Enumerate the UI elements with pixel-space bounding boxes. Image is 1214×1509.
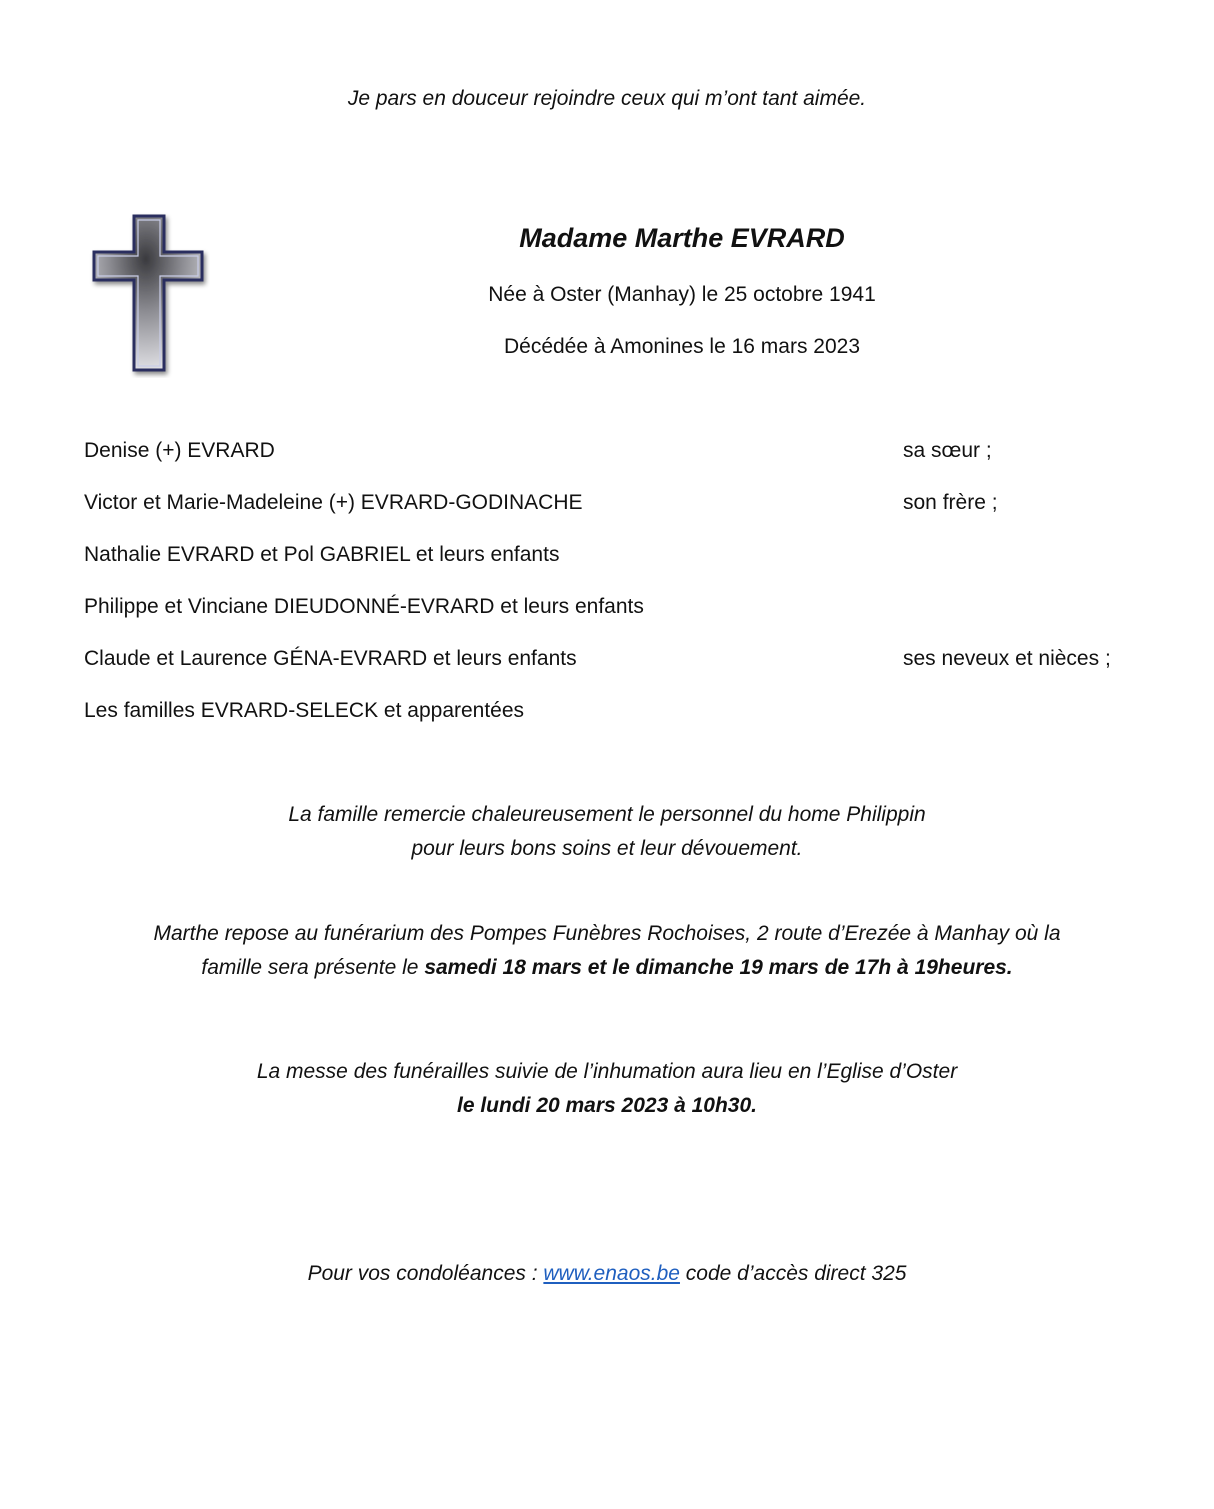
mass-line-1: La messe des funérailles suivie de l’inhumation aura lieu en l’Eglise d’Oster: [256, 1060, 958, 1083]
family-row: [84, 438, 1144, 464]
epigraph: Je pars en douceur rejoindre ceux qui m’ont tant aimée.: [347, 87, 867, 110]
family-row: [84, 490, 1144, 516]
family-relation: ses neveux et nièces ;: [903, 647, 1111, 670]
thanks-line-2: pour leurs bons soins et leur dévouement.: [411, 837, 803, 860]
family-row: [84, 646, 1144, 672]
family-row: [84, 698, 1144, 724]
condolence-suffix: code d’accès direct 325: [679, 1262, 907, 1285]
family-relation: sa sœur ;: [903, 439, 992, 462]
family-relation: son frère ;: [903, 491, 998, 514]
birth-line: Née à Oster (Manhay) le 25 octobre 1941: [488, 283, 876, 306]
family-member: Philippe et Vinciane DIEUDONNÉ-EVRARD et leurs enfants: [84, 595, 644, 618]
thanks-line-1: La famille remercie chaleureusement le personnel du home Philippin: [288, 803, 926, 826]
cross-icon: [86, 210, 210, 378]
condolence-prefix: Pour vos condoléances :: [307, 1262, 544, 1285]
family-row: [84, 594, 1144, 620]
condolence-link[interactable]: www.enaos.be: [543, 1262, 680, 1285]
condolence-line: [0, 1261, 1214, 1287]
visitation-line-1: Marthe repose au funérarium des Pompes Funèbres Rochoises, 2 route d’Erezée à Manhay où la: [153, 922, 1061, 945]
family-member: Nathalie EVRARD et Pol GABRIEL et leurs enfants: [84, 543, 560, 566]
family-member: Les familles EVRARD-SELECK et apparentées: [84, 699, 525, 722]
family-member: Claude et Laurence GÉNA-EVRARD et leurs enfants: [84, 647, 577, 670]
mass-date: le lundi 20 mars 2023 à 10h30.: [456, 1094, 757, 1117]
visitation-prefix: famille sera présente le: [201, 956, 425, 979]
visitation-line-2: [0, 955, 1214, 981]
family-member: Victor et Marie-Madeleine (+) EVRARD-GODINACHE: [84, 491, 583, 514]
family-member: Denise (+) EVRARD: [84, 439, 275, 462]
deceased-name: Madame Marthe EVRARD: [519, 223, 845, 253]
death-line: Décédée à Amonines le 16 mars 2023: [503, 335, 861, 358]
family-row: [84, 542, 1144, 568]
visitation-dates: samedi 18 mars et le dimanche 19 mars de 17h à 19heures.: [424, 956, 1013, 979]
